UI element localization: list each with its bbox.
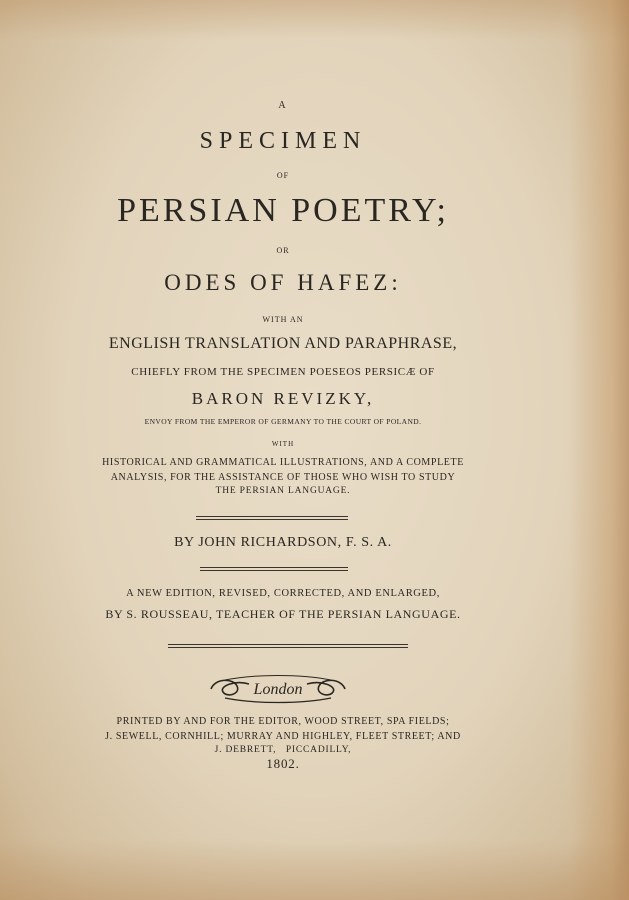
double-rule-2 [200, 567, 348, 571]
line-historical-1: HISTORICAL AND GRAMMATICAL ILLUSTRATIONS, AND A COMPLETE [102, 457, 464, 468]
double-rule-3 [168, 644, 408, 648]
line-english-translation: ENGLISH TRANSLATION AND PARAPHRASE, [108, 335, 458, 352]
publication-year: 1802. [266, 756, 300, 771]
double-rule-1 [196, 516, 348, 520]
line-envoy: ENVOY FROM THE EMPEROR OF GERMANY TO THE COURT OF POLAND. [144, 417, 422, 426]
paper-stain-right [569, 0, 629, 900]
line-chiefly: CHIEFLY FROM THE SPECIMEN POESEOS PERSICÆ OF [131, 366, 435, 378]
line-printed-3: J. DEBRETT, PICCADILLY, [214, 745, 352, 755]
line-with-an: WITH AN [262, 315, 304, 324]
main-title: PERSIAN POETRY; [117, 192, 449, 229]
line-edition-2: BY S. ROUSSEAU, TEACHER OF THE PERSIAN LANGUAGE. [105, 607, 461, 621]
line-edition-1: A NEW EDITION, REVISED, CORRECTED, AND ENLARGED, [126, 588, 440, 599]
line-baron: BARON REVIZKY, [191, 389, 375, 408]
title-article: A [278, 100, 288, 111]
imprint-place: London [253, 681, 303, 698]
title-or: OR [276, 246, 290, 255]
line-with: WITH [271, 440, 295, 448]
paper-stain-bottom [0, 840, 629, 900]
subtitle-odes: ODES OF HAFEZ: [164, 270, 402, 295]
line-historical-3: THE PERSIAN LANGUAGE. [215, 486, 351, 496]
line-historical-2: ANALYSIS, FOR THE ASSISTANCE OF THOSE WHO WISH TO STUDY [110, 472, 456, 483]
paper-stain-top [0, 0, 629, 40]
london-ornament-icon [205, 672, 351, 706]
title-of: OF [276, 171, 290, 180]
line-printed-1: PRINTED BY AND FOR THE EDITOR, WOOD STREET, SPA FIELDS; [116, 716, 450, 727]
line-author: BY JOHN RICHARDSON, F. S. A. [174, 535, 392, 550]
line-printed-2: J. SEWELL, CORNHILL; MURRAY AND HIGHLEY, FLEET STREET; AND [105, 731, 461, 742]
title-specimen: SPECIMEN [199, 128, 367, 154]
